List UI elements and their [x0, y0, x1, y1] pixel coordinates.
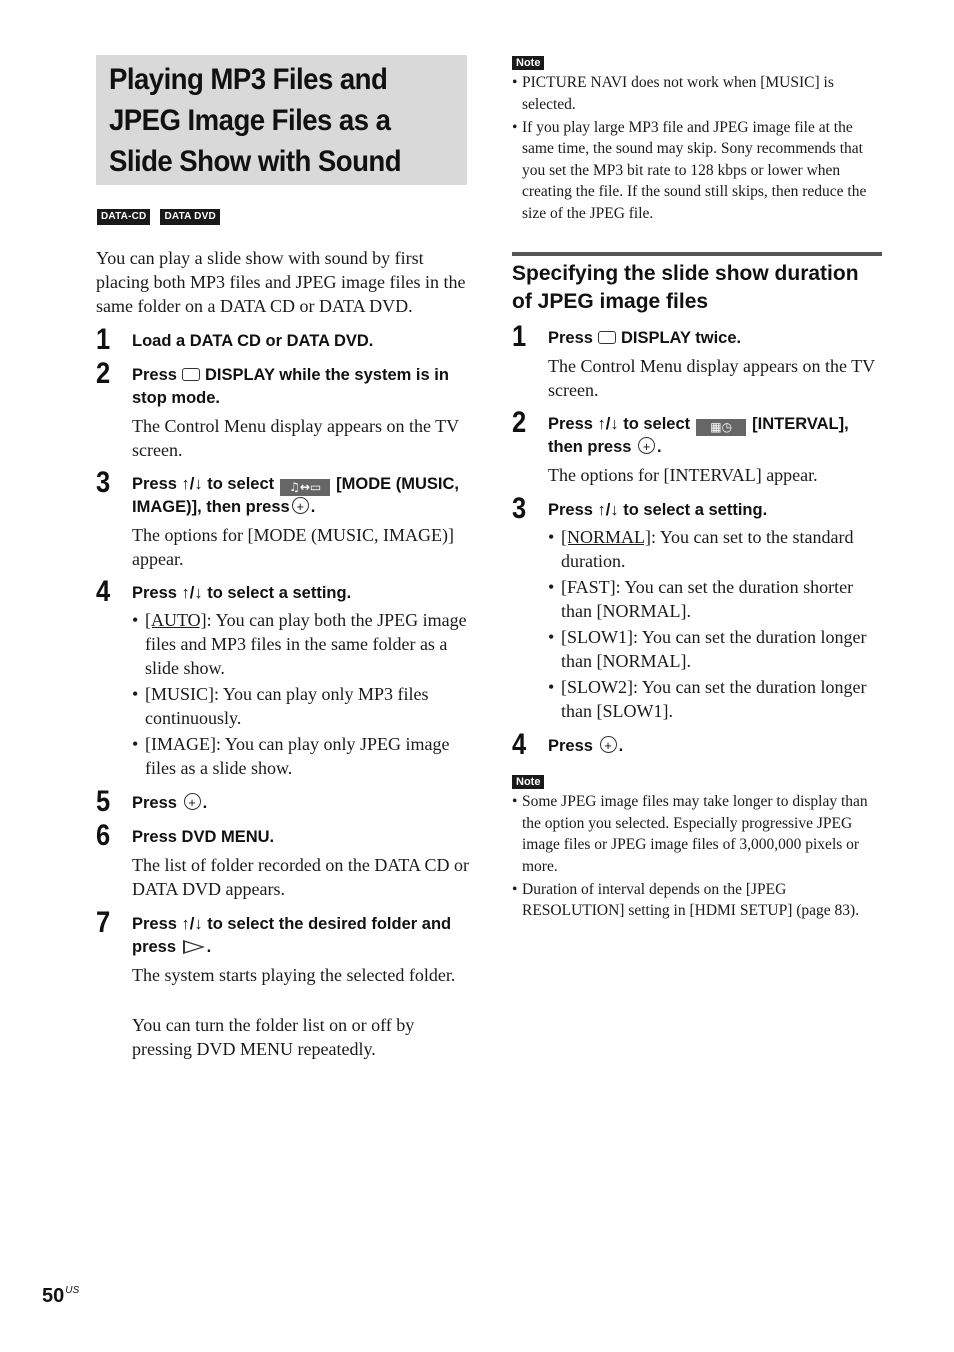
- step-body: The system starts playing the selected folder.: [132, 965, 456, 985]
- step-heading: Press ↑/↓ to select ▦◷ [INTERVAL], then press + .: [548, 413, 888, 459]
- option-list: [548, 525, 888, 725]
- step-number: 2: [512, 406, 527, 439]
- step-body: You can turn the folder list on or off by pressing DVD MENU repeatedly.: [132, 1015, 415, 1059]
- list-item: • [SLOW1]: You can set the duration longer than [NORMAL].: [548, 625, 888, 673]
- step-number: 4: [512, 728, 527, 761]
- list-item: • [MUSIC]: You can play only MP3 files continuously.: [132, 682, 472, 730]
- note-item: • Some JPEG image files may take longer to display than the option you selected. Especially progressive JPEG image files or JPEG image files of 3,000,000 pixels or more.: [512, 791, 884, 877]
- page-title: [109, 59, 427, 182]
- section-divider: [512, 252, 882, 256]
- enter-button-icon: [292, 497, 309, 514]
- intro-paragraph: You can play a slide show with sound by first placing both MP3 files and JPEG image files in the same folder on a DATA CD or DATA DVD.: [96, 248, 466, 316]
- enter-button-icon: [184, 793, 201, 810]
- interval-icon: ▦◷: [696, 419, 746, 436]
- title-line-3: Slide Show with Sound: [109, 145, 401, 178]
- page-title-box: [96, 55, 467, 185]
- note-list: [512, 72, 884, 226]
- step-body: The Control Menu display appears on the TV screen.: [132, 416, 459, 460]
- play-button-icon: [183, 940, 205, 954]
- step-heading: Load a DATA CD or DATA DVD.: [132, 332, 374, 350]
- section-title: Specifying the slide show duration of JPEG image files: [512, 262, 859, 313]
- option-list: [132, 608, 472, 782]
- list-item: • [IMAGE]: You can play only JPEG image files as a slide show.: [132, 732, 472, 780]
- step-number: 1: [96, 323, 111, 356]
- step-number: 6: [96, 819, 111, 852]
- list-item: • [FAST]: You can set the duration shorter than [NORMAL].: [548, 575, 888, 623]
- step-heading: Press ↑/↓ to select a setting.: [548, 501, 768, 519]
- note-item: • PICTURE NAVI does not work when [MUSIC] is selected.: [512, 72, 884, 115]
- mode-music-image-icon: ♫↔▭: [280, 479, 330, 496]
- step-heading: Press + .: [132, 792, 472, 815]
- note-item: • Duration of interval depends on the [JPEG RESOLUTION] setting in [HDMI SETUP] (page 83).: [512, 879, 884, 922]
- note-list: [512, 791, 884, 924]
- step-heading: Press DISPLAY while the system is in stop mode.: [132, 366, 449, 407]
- title-line-2: JPEG Image Files as a: [109, 104, 391, 137]
- step-body: The Control Menu display appears on the TV screen.: [548, 356, 875, 400]
- list-item: • [AUTO]: You can play both the JPEG image files and MP3 files in the same folder as a slide show.: [132, 608, 472, 680]
- step-heading: Press + .: [548, 735, 888, 758]
- step-body: The options for [MODE (MUSIC, IMAGE)] appear.: [132, 525, 454, 569]
- step-number: 2: [96, 357, 111, 390]
- display-button-icon: [182, 368, 200, 381]
- display-button-icon: [598, 331, 616, 344]
- step-number: 4: [96, 575, 111, 608]
- list-item: • [SLOW2]: You can set the duration longer than [SLOW1].: [548, 675, 888, 723]
- step-number: 1: [512, 320, 527, 353]
- title-line-1: Playing MP3 Files and: [109, 63, 388, 96]
- enter-button-icon: [638, 437, 655, 454]
- note-label: Note: [512, 56, 544, 70]
- step-number: 3: [512, 492, 527, 525]
- page-number: $50^{US}$: [42, 1285, 80, 1307]
- badge-data-cd: DATA-CD: [97, 209, 150, 225]
- note-label: Note: [512, 775, 544, 789]
- step-heading: Press ↑/↓ to select the desired folder and press .: [132, 915, 452, 956]
- step-heading: Press ↑/↓ to select a setting.: [132, 584, 352, 602]
- step-heading: Press ↑/↓ to select ♫↔▭ [MODE (MUSIC, IMAGE)], then press+ .: [132, 473, 472, 519]
- enter-button-icon: [600, 736, 617, 753]
- disc-type-badges: [97, 206, 226, 225]
- step-number: 3: [96, 466, 111, 499]
- step-body: The options for [INTERVAL] appear.: [548, 465, 818, 485]
- step-number: 7: [96, 906, 111, 939]
- step-body: The list of folder recorded on the DATA CD or DATA DVD appears.: [132, 855, 469, 899]
- step-heading: Press DISPLAY twice.: [548, 329, 742, 347]
- badge-data-dvd: DATA DVD: [160, 209, 219, 225]
- note-item: • If you play large MP3 file and JPEG image file at the same time, the sound may skip. Sony recommends that you set the MP3 bit rate to 128 kbps or lower when creating the file. If the sound still skips, then reduce the size of the JPEG file.: [512, 117, 884, 225]
- list-item: • [NORMAL]: You can set to the standard duration.: [548, 525, 888, 573]
- step-heading: Press DVD MENU.: [132, 828, 275, 846]
- step-number: 5: [96, 785, 111, 818]
